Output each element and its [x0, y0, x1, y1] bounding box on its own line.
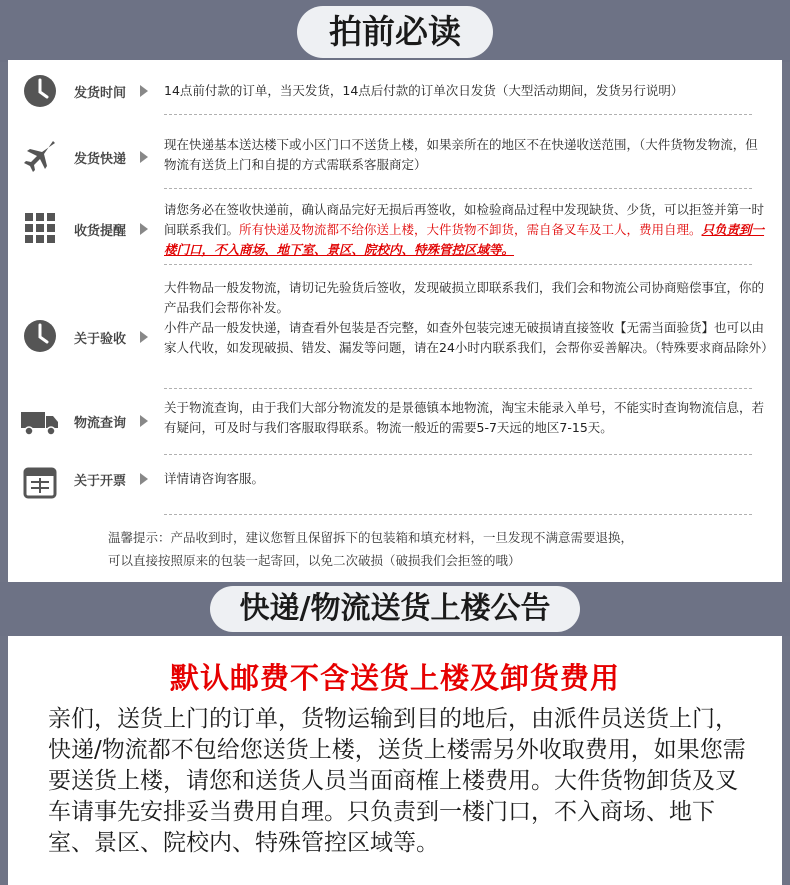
- chevron-right-icon: [140, 473, 148, 485]
- divider: [164, 514, 752, 515]
- row-label: 发货快递: [74, 152, 127, 167]
- grid-icon: [22, 210, 58, 246]
- divider: [164, 454, 752, 455]
- row-text: [164, 278, 774, 358]
- warm-tip: [108, 526, 748, 572]
- calendar-icon: [22, 464, 58, 500]
- row-label: 物流查询: [74, 416, 127, 431]
- row-label: 关于验收: [74, 332, 127, 347]
- warm-tip-line: 温馨提示：产品收到时，建议您暂且保留拆下的包装箱和填充材料，一旦发现不满意需要退换，: [108, 530, 634, 545]
- header-banner: [0, 0, 790, 62]
- chevron-right-icon: [140, 151, 148, 163]
- row-text-normal: 请您务必在签收快递前，确认商品完好无损后再签收，如检验商品过程中发现缺货、少货，可以拒签并第一时间联系我们。: [164, 202, 765, 237]
- row-text: 14点前付款的订单，当天发货，14点后付款的订单次日发货（大型活动期间，发货另行说明）: [164, 83, 684, 98]
- row-label: 发货时间: [74, 86, 127, 101]
- notice-title: 快递/物流送货上楼公告: [210, 586, 581, 632]
- chevron-right-icon: [140, 223, 148, 235]
- row-label: 收货提醒: [74, 224, 127, 239]
- warm-tip-line: 可以直接按照原来的包装一起寄回，以免二次破损（破损我们会拒签的哦）: [108, 553, 521, 568]
- divider: [164, 114, 752, 115]
- pre-purchase-panel: [8, 60, 782, 582]
- row-text-red: 所有快递及物流都不给你送上楼，大件货物不卸货，需自备叉车及工人，费用自理。: [239, 222, 702, 237]
- airplane-icon: [22, 138, 58, 174]
- row-text: [164, 200, 770, 260]
- divider: [164, 388, 752, 389]
- notice-headline: 默认邮费不含送货上楼及卸货费用: [169, 661, 620, 695]
- chevron-right-icon: [140, 415, 148, 427]
- notice-body: 亲们，送货上门的订单，货物运输到目的地后，由派件员送货上门，快递/物流都不包给您送货上楼，送货上楼需另外收取费用，如果您需要送货上楼，请您和送货人员当面商榷上楼费用。大件货物卸货及叉车请事先安排妥当费用自理。只负责到一楼门口，不入商场、地下室、景区、院校内、特殊管控区域等。: [48, 706, 746, 856]
- clock-icon: [22, 73, 58, 109]
- notice-panel: [8, 636, 782, 885]
- header-title: 拍前必读: [297, 6, 493, 58]
- chevron-right-icon: [140, 331, 148, 343]
- notice-banner: [0, 582, 790, 636]
- chevron-right-icon: [140, 85, 148, 97]
- row-text: 详情请咨询客服。: [164, 471, 265, 486]
- row-label: 关于开票: [74, 474, 127, 489]
- clock-icon: [22, 318, 58, 354]
- row-text-small-items: 小件产品一般发快递，请查看外包装是否完整，如查外包装完速无破损请直接签收【无需当面验货】也可以由家人代收，如发现破损、错发、漏发等问题，请在24小时内联系我们，会帮你妥善解决。（特殊要求商品除外）: [164, 320, 774, 355]
- row-text: 关于物流查询，由于我们大部分物流发的是景德镇本地物流，淘宝未能录入单号，不能实时查询物流信息，若有疑问，可及时与我们客服取得联系。物流一般近的需要5-7天远的地区7-15天。: [164, 400, 765, 435]
- divider: [164, 188, 752, 189]
- row-text-red-emphasis: 只负责到一楼门口，不入商场、地下室、景区、院校内、特殊管控区域等。: [164, 222, 765, 257]
- row-text-large-items: 大件物品一般发物流，请切记先验货后签收，发现破损立即联系我们，我们会和物流公司协商赔偿事宜，你的产品我们会帮你补发。: [164, 280, 765, 315]
- truck-icon: [20, 404, 60, 440]
- row-text: 现在快递基本送达楼下或小区门口不送货上楼，如果亲所在的地区不在快递收送范围，（大件货物发物流，但物流有送货上门和自提的方式需联系客服商定）: [164, 137, 758, 172]
- divider: [164, 264, 752, 265]
